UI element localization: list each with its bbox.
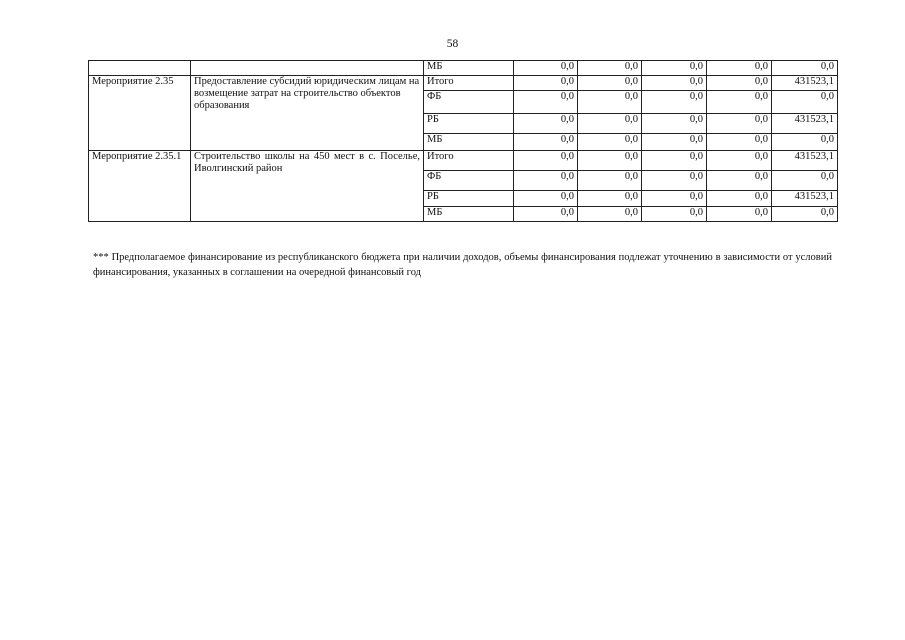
value-cell: 0,0 [514, 171, 578, 191]
measure-name-cell: Мероприятие 2.35.1 [89, 151, 191, 222]
value-cell: 431523,1 [772, 76, 838, 91]
value-cell: 0,0 [514, 91, 578, 114]
funding-table [88, 60, 838, 222]
value-cell: 0,0 [578, 191, 642, 207]
empty-name-cell [89, 61, 191, 76]
value-cell: 0,0 [772, 61, 838, 76]
funding-source-cell: РБ [424, 114, 514, 134]
funding-source-cell: РБ [424, 191, 514, 207]
value-cell: 0,0 [707, 134, 772, 151]
value-cell: 0,0 [578, 114, 642, 134]
value-cell: 0,0 [707, 61, 772, 76]
value-cell: 0,0 [578, 207, 642, 222]
value-cell: 0,0 [514, 134, 578, 151]
value-cell: 0,0 [707, 114, 772, 134]
footnote: *** Предполагаемое финансирование из республиканского бюджета при наличии доходов, объемы финансирования подлежат уточнению в зависимости от условий финансирования, указанных в соглашении на очередной финансовый год [93, 252, 832, 278]
value-cell: 431523,1 [772, 151, 838, 171]
funding-source-cell: МБ [424, 134, 514, 151]
value-cell: 0,0 [707, 171, 772, 191]
value-cell: 0,0 [514, 207, 578, 222]
value-cell: 0,0 [772, 134, 838, 151]
measure-description-cell: Строительство школы на 450 мест в с. Поселье, Иволгинский район [191, 151, 424, 222]
value-cell: 0,0 [642, 91, 707, 114]
value-cell: 0,0 [642, 207, 707, 222]
value-cell: 0,0 [642, 76, 707, 91]
funding-source-cell: Итого [424, 151, 514, 171]
measure-name-cell: Мероприятие 2.35 [89, 76, 191, 151]
value-cell: 0,0 [578, 76, 642, 91]
funding-source-cell: ФБ [424, 91, 514, 114]
value-cell: 0,0 [707, 191, 772, 207]
value-cell: 0,0 [514, 61, 578, 76]
value-cell: 0,0 [642, 134, 707, 151]
value-cell: 0,0 [578, 151, 642, 171]
value-cell: 0,0 [578, 171, 642, 191]
table-row [89, 61, 838, 76]
value-cell: 0,0 [514, 191, 578, 207]
value-cell: 0,0 [578, 91, 642, 114]
value-cell: 0,0 [514, 114, 578, 134]
funding-source-cell: ФБ [424, 171, 514, 191]
value-cell: 0,0 [707, 207, 772, 222]
value-cell: 0,0 [707, 76, 772, 91]
funding-source-cell: Итого [424, 76, 514, 91]
value-cell: 0,0 [578, 61, 642, 76]
table-row [89, 76, 838, 91]
value-cell: 0,0 [642, 114, 707, 134]
value-cell: 0,0 [514, 76, 578, 91]
value-cell: 0,0 [642, 151, 707, 171]
funding-source-cell: МБ [424, 207, 514, 222]
value-cell: 0,0 [707, 151, 772, 171]
value-cell: 0,0 [772, 207, 838, 222]
empty-description-cell [191, 61, 424, 76]
value-cell: 0,0 [578, 134, 642, 151]
funding-source-cell: МБ [424, 61, 514, 76]
value-cell: 0,0 [514, 151, 578, 171]
page-number: 58 [446, 38, 459, 50]
value-cell: 0,0 [642, 61, 707, 76]
value-cell: 0,0 [642, 191, 707, 207]
value-cell: 0,0 [642, 171, 707, 191]
value-cell: 0,0 [772, 171, 838, 191]
value-cell: 0,0 [772, 91, 838, 114]
table-row [89, 151, 838, 171]
value-cell: 0,0 [707, 91, 772, 114]
measure-description-cell: Предоставление субсидий юридическим лицам на возмещение затрат на строительство объектов образования [191, 76, 424, 151]
value-cell: 431523,1 [772, 191, 838, 207]
value-cell: 431523,1 [772, 114, 838, 134]
